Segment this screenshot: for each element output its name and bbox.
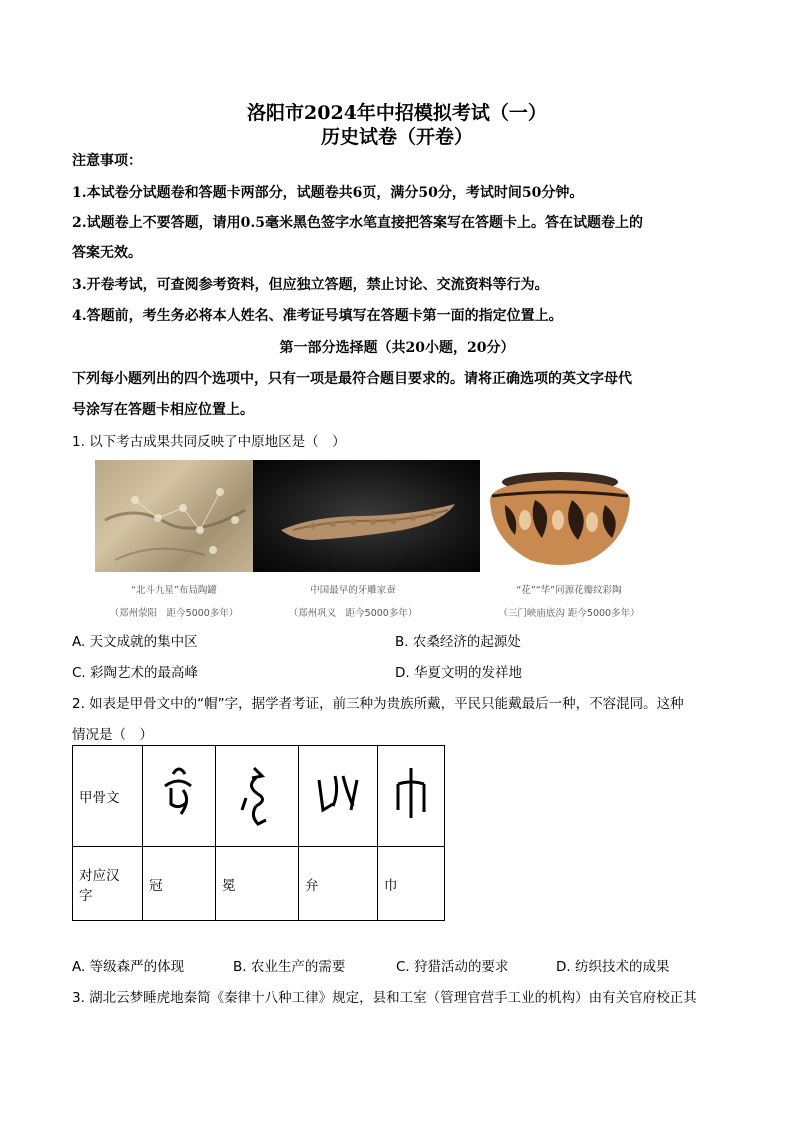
q3-stem-1: 3. 湖北云梦睡虎地秦简《秦律十八种工律》规定，县和工室（管理官营手工业的机构）由有关官府校正其 <box>72 990 697 1006</box>
oracle-glyph-bian <box>299 746 378 847</box>
q2-option-a[interactable]: A. 等级森严的体现 <box>72 959 185 975</box>
q1-option-b[interactable]: B. 农桑经济的起源处 <box>395 634 521 650</box>
q1-caption-3a: “花”“华”同源花瓣纹彩陶 <box>516 585 622 596</box>
notice-item-3: 3.开卷考试，可查阅参考资料，但应独立答题，禁止讨论、交流资料等行为。 <box>72 277 549 293</box>
q2-stem-1: 2. 如表是甲骨文中的“帽”字，据学者考证，前三种为贵族所戴，平民只能戴最后一种，不容混同。这种 <box>72 696 684 712</box>
oracle-table <box>72 745 445 921</box>
q1-caption-1a: “北斗九星”布局陶罐 <box>131 585 217 596</box>
q1-caption-3b: （三门峡庙底沟 距今5000多年） <box>498 608 640 619</box>
q2-stem-2: 情况是（ ） <box>72 727 153 743</box>
q2-option-b[interactable]: B. 农业生产的需要 <box>233 959 346 975</box>
section-instruction-2: 号涂写在答题卡相应位置上。 <box>72 402 254 418</box>
q1-image-painted-pottery <box>480 460 638 572</box>
q1-caption-1b: （郑州荥阳 距今5000多年） <box>109 608 239 619</box>
q1-stem: 1. 以下考古成果共同反映了中原地区是（ ） <box>72 434 346 450</box>
q2-option-c[interactable]: C. 狩猎活动的要求 <box>396 959 509 975</box>
char-bian: 弁 <box>299 847 378 921</box>
notice-item-2-cont: 答案无效。 <box>72 245 142 261</box>
exam-title: 洛阳市2024年中招模拟考试（一） <box>247 102 547 124</box>
notice-item-4: 4.答题前，考生务必将本人姓名、准考证号填写在答题卡第一面的指定位置上。 <box>72 308 563 324</box>
oracle-glyph-guan <box>143 746 216 847</box>
char-guan: 冠 <box>143 847 216 921</box>
q1-image-pottery-jar <box>95 460 253 572</box>
q1-caption-2b: （郑州巩义 距今5000多年） <box>288 608 418 619</box>
oracle-row-label: 甲骨文 <box>73 746 143 847</box>
q1-option-d[interactable]: D. 华夏文明的发祥地 <box>395 665 522 681</box>
notice-heading: 注意事项： <box>72 153 142 169</box>
char-jin: 巾 <box>378 847 445 921</box>
q1-caption-2a: 中国最早的牙雕家蚕 <box>310 585 396 596</box>
section-instruction-1: 下列每小题列出的四个选项中，只有一项是最符合题目要求的。请将正确选项的英文字母代 <box>72 371 632 387</box>
corresponding-char-label: 对应汉 字 <box>73 847 143 921</box>
q1-image-ivory-silkworm <box>253 460 480 572</box>
q1-option-c[interactable]: C. 彩陶艺术的最高峰 <box>72 665 199 681</box>
char-mian: 冕 <box>216 847 299 921</box>
notice-item-2: 2.试题卷上不要答题，请用0.5毫米黑色签字水笔直接把答案写在答题卡上。答在试题卷上的 <box>72 215 643 231</box>
oracle-glyph-mian <box>216 746 299 847</box>
q1-option-a[interactable]: A. 天文成就的集中区 <box>72 634 198 650</box>
section-heading: 第一部分选择题（共20小题，20分） <box>279 340 515 356</box>
oracle-glyph-jin <box>378 746 445 847</box>
q2-option-d[interactable]: D. 纺织技术的成果 <box>556 959 670 975</box>
notice-item-1: 1.本试卷分试题卷和答题卡两部分，试题卷共6页，满分50分，考试时间50分钟。 <box>72 185 584 201</box>
exam-subtitle: 历史试卷（开卷） <box>320 126 473 148</box>
